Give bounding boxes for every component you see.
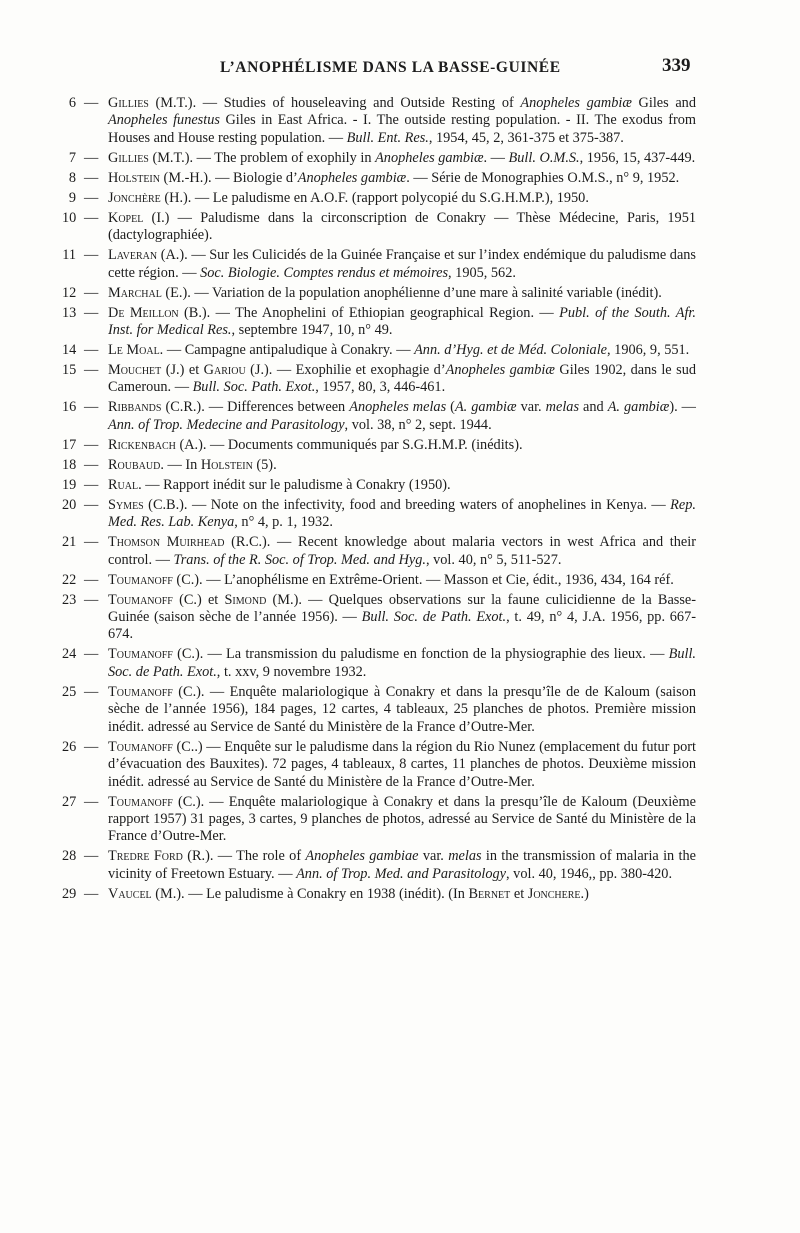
reference-item bbox=[62, 886, 696, 903]
reference-title-italic: Anopheles gambiae bbox=[305, 848, 419, 865]
reference-text: , 1956, 15, 437-449. bbox=[579, 149, 696, 166]
reference-number: 8 bbox=[68, 169, 76, 186]
reference-dash: — bbox=[84, 476, 99, 493]
reference-author: Toumanoff (C.). bbox=[108, 646, 204, 663]
reference-item bbox=[62, 399, 696, 434]
reference-number: 9 bbox=[68, 189, 76, 206]
reference-author: Rual. bbox=[108, 476, 142, 493]
running-title: L’ANOPHÉLISME DANS LA BASSE-GUINÉE bbox=[220, 59, 561, 76]
reference-list bbox=[62, 95, 696, 906]
reference-author: Vaucel (M.). bbox=[108, 885, 185, 902]
reference-text: in the transmission of malaria in the vicinity of Freetown Estuary. — bbox=[108, 848, 696, 882]
reference-text: — Enquête malariologique à Conakry et dans la presqu’île de de Kaloum (saison sèche de l’année 1956), 184 pages, 12 cartes, 4 tableaux, 25 planches de photos. Première mission inédit. adressé au Service de Santé du Ministère de la France d’Outre-Mer. bbox=[108, 683, 696, 735]
reference-author: Tredre Ford (R.). bbox=[108, 848, 214, 865]
reference-text: , 1906, 9, 551. bbox=[607, 342, 690, 359]
reference-dash: — bbox=[84, 342, 99, 359]
reference-text: , t. xxv, 9 novembre 1932. bbox=[216, 663, 367, 680]
reference-text: — Enquête malariologique à Conakry et dans la presqu’île de Kaloum (Deuxième rapport 1957) 31 pages, 3 cartes, 9 planches de photos, adressé au Service de Santé du Ministère de la France d’Outre-Mer. bbox=[108, 793, 696, 845]
reference-number: 12 bbox=[62, 284, 77, 301]
reference-text: , septembre 1947, 10, n° 49. bbox=[231, 322, 393, 339]
reference-item bbox=[62, 794, 696, 846]
reference-author: Gariou (J.). bbox=[203, 362, 273, 379]
reference-author: Toumanoff (C.). bbox=[108, 683, 205, 700]
reference-text: et bbox=[201, 591, 225, 608]
reference-text: — Documents communiqués par S.G.H.M.P. (inédits). bbox=[206, 436, 523, 453]
reference-text: — Enquête sur le paludisme dans la région du Rio Nunez (emplacement du futur port d’évacuation des Bauxites). 72 pages, 4 tableaux, 8 cartes, 11 planches de photos. Deuxième mission inédit. adressé au Service de Santé du Ministère de la France d’Outre-Mer. bbox=[108, 738, 696, 790]
reference-item bbox=[62, 457, 696, 474]
reference-dash: — bbox=[84, 683, 99, 700]
reference-text: , vol. 38, n° 2, sept. 1944. bbox=[344, 416, 492, 433]
reference-text: — Exophilie et exophagie d’ bbox=[272, 362, 446, 379]
reference-text: — The problem of exophily in bbox=[193, 149, 376, 166]
reference-text: — Note on the infectivity, food and breeding waters of anophelines in Kenya. — bbox=[187, 496, 671, 513]
reference-item bbox=[62, 572, 696, 589]
reference-title-italic: Bull. Soc. Path. Exot. bbox=[192, 379, 316, 396]
page-header bbox=[0, 55, 800, 85]
reference-item bbox=[62, 342, 696, 359]
reference-title-italic: Anopheles funestus bbox=[108, 112, 220, 129]
reference-number: 24 bbox=[62, 646, 77, 663]
reference-text: .) bbox=[580, 885, 589, 902]
reference-item bbox=[62, 848, 696, 883]
reference-author: Marchal (E.). bbox=[108, 284, 191, 301]
reference-text: et bbox=[184, 362, 204, 379]
reference-text: , vol. 40, n° 5, 511-527. bbox=[425, 551, 562, 568]
reference-text: — Campagne antipaludique à Conakry. — bbox=[163, 342, 415, 359]
reference-dash: — bbox=[84, 399, 99, 416]
reference-author: De Meillon (B.). bbox=[108, 304, 211, 321]
reference-title-italic: Trans. of the R. Soc. of Trop. Med. and Hyg. bbox=[173, 551, 426, 568]
reference-text: — Le paludisme à Conakry en 1938 (inédit). (In bbox=[184, 885, 469, 902]
reference-number: 13 bbox=[62, 304, 77, 321]
reference-item bbox=[62, 190, 696, 207]
reference-dash: — bbox=[84, 738, 99, 755]
reference-text: ). — bbox=[669, 399, 696, 416]
reference-text: , 1905, 562. bbox=[448, 264, 516, 281]
reference-text: — Variation de la population anophélienne d’une mare à salinité variable (inédit). bbox=[190, 284, 662, 301]
reference-dash: — bbox=[84, 189, 99, 206]
reference-text: . — bbox=[483, 149, 509, 166]
reference-number: 15 bbox=[62, 362, 77, 379]
reference-text: — L’anophélisme en Extrême-Orient. — Masson et Cie, édit., 1936, 434, 164 réf. bbox=[202, 571, 674, 588]
reference-title-italic: Anopheles gambiæ bbox=[297, 169, 407, 186]
reference-text: — Rapport inédit sur le paludisme à Conakry (1950). bbox=[141, 476, 451, 493]
reference-item bbox=[62, 95, 696, 147]
reference-number: 11 bbox=[62, 247, 76, 264]
reference-item bbox=[62, 497, 696, 532]
reference-author: Ribbands (C.R.). bbox=[108, 399, 205, 416]
reference-dash: — bbox=[84, 793, 99, 810]
reference-dash: — bbox=[84, 885, 99, 902]
reference-number: 26 bbox=[62, 738, 77, 755]
reference-item bbox=[62, 362, 696, 397]
reference-dash: — bbox=[84, 848, 99, 865]
reference-author: Le Moal. bbox=[108, 342, 164, 359]
reference-title-italic: Ann. of Trop. Medecine and Parasitology bbox=[108, 416, 345, 433]
reference-author: Simond (M.). bbox=[224, 591, 302, 608]
reference-number: 23 bbox=[62, 591, 77, 608]
reference-dash: — bbox=[84, 436, 99, 453]
reference-author: Toumanoff (C.) bbox=[108, 591, 202, 608]
reference-title-italic: Anopheles gambiæ bbox=[445, 362, 555, 379]
reference-dash: — bbox=[84, 304, 99, 321]
reference-number: 7 bbox=[68, 149, 76, 166]
reference-item bbox=[62, 210, 696, 245]
reference-number: 21 bbox=[62, 534, 77, 551]
reference-dash: — bbox=[84, 534, 99, 551]
reference-text: — The Anophelini of Ethiopian geographical Region. — bbox=[210, 304, 560, 321]
reference-text: — In bbox=[163, 456, 201, 473]
reference-author: Kopel (I.) bbox=[108, 209, 170, 226]
reference-author: Roubaud. bbox=[108, 456, 164, 473]
reference-dash: — bbox=[84, 284, 99, 301]
reference-text: — Studies of houseleaving and Outside Resting of bbox=[196, 95, 521, 111]
reference-title-italic: Anopheles melas bbox=[349, 399, 447, 416]
reference-item bbox=[62, 150, 696, 167]
reference-text: var. bbox=[516, 399, 546, 416]
reference-author: Gillies (M.T.). bbox=[108, 95, 197, 111]
reference-text: — Recent knowledge about malaria vectors in west Africa and their control. — bbox=[108, 534, 696, 568]
reference-text: Giles 1902, dans le sud Cameroun. — bbox=[108, 362, 696, 396]
reference-title-italic: melas bbox=[545, 399, 580, 416]
reference-number: 27 bbox=[62, 793, 77, 810]
reference-text: . — Série de Monographies O.M.S., n° 9, 1952. bbox=[406, 169, 680, 186]
reference-author: Rickenbach (A.). bbox=[108, 436, 207, 453]
reference-author: Bernet bbox=[468, 885, 511, 902]
reference-number: 14 bbox=[62, 342, 77, 359]
reference-title-italic: Ann. of Trop. Med. and Parasitology bbox=[296, 865, 507, 882]
reference-title-italic: Rep. Med. Res. Lab. Kenya bbox=[108, 496, 696, 531]
reference-item bbox=[62, 739, 696, 791]
reference-title-italic: Bull. O.M.S. bbox=[508, 149, 580, 166]
reference-text: , t. 49, n° 4, J.A. 1956, pp. 667-674. bbox=[108, 609, 696, 643]
reference-text: Giles and bbox=[631, 95, 696, 111]
reference-title-italic: Soc. Biologie. Comptes rendus et mémoires bbox=[200, 264, 449, 281]
reference-author: Mouchet (J.) bbox=[108, 362, 185, 379]
reference-dash: — bbox=[84, 496, 99, 513]
reference-dash: — bbox=[84, 149, 99, 166]
reference-text: — Differences between bbox=[204, 399, 350, 416]
reference-number: 19 bbox=[62, 476, 77, 493]
reference-author: Toumanoff (C.). bbox=[108, 571, 203, 588]
reference-text: et bbox=[510, 885, 528, 902]
reference-text: — Biologie d’ bbox=[211, 169, 298, 186]
reference-text: and bbox=[579, 399, 608, 416]
reference-dash: — bbox=[84, 571, 99, 588]
reference-author: Toumanoff (C.). bbox=[108, 793, 205, 810]
reference-text: — Le paludisme en A.O.F. (rapport polycopié du S.G.H.M.P.), 1950. bbox=[191, 189, 589, 206]
reference-text: var. bbox=[418, 848, 449, 865]
reference-text: — The role of bbox=[213, 848, 306, 865]
reference-number: 28 bbox=[62, 848, 77, 865]
reference-author: Laveran (A.). bbox=[108, 247, 188, 264]
page-number: 339 bbox=[662, 55, 691, 76]
reference-number: 20 bbox=[62, 496, 77, 513]
reference-title-italic: Bull. Soc. de Path. Exot. bbox=[108, 646, 696, 680]
reference-title-italic: Ann. d’Hyg. et de Méd. Coloniale bbox=[414, 342, 608, 359]
reference-item bbox=[62, 684, 696, 736]
reference-title-italic: Bull. Soc. de Path. Exot. bbox=[361, 609, 507, 626]
reference-text: — La transmission du paludisme en fonction de la physiographie des lieux. — bbox=[203, 646, 669, 663]
reference-number: 16 bbox=[62, 399, 77, 416]
reference-title-italic: Publ. of the South. Afr. Inst. for Medical Res. bbox=[108, 304, 696, 339]
reference-text: (5). bbox=[252, 456, 277, 473]
reference-text: Giles in East Africa. - I. The outside resting population. - II. The exodus from Houses and House resting population. — bbox=[108, 112, 696, 146]
reference-title-italic: Anopheles gambiæ bbox=[520, 95, 632, 111]
reference-dash: — bbox=[84, 646, 99, 663]
reference-text: , 1954, 45, 2, 361-375 et 375-387. bbox=[428, 129, 624, 146]
reference-item bbox=[62, 534, 696, 569]
reference-title-italic: A. gambiæ bbox=[454, 399, 517, 416]
reference-title-italic: melas bbox=[448, 848, 482, 865]
reference-dash: — bbox=[84, 362, 99, 379]
reference-author: Gillies (M.T.). bbox=[108, 149, 194, 166]
reference-dash: — bbox=[84, 247, 99, 264]
reference-text: — Quelques observations sur la faune culicidienne de la Basse-Guinée (saison sèche de l’année 1956). — bbox=[108, 591, 697, 626]
reference-number: 10 bbox=[62, 209, 77, 226]
reference-number: 29 bbox=[62, 885, 77, 902]
reference-author: Jonchere bbox=[527, 885, 581, 902]
reference-item bbox=[62, 285, 696, 302]
reference-author: Symes (C.B.). bbox=[108, 496, 188, 513]
reference-number: 6 bbox=[68, 95, 76, 111]
reference-dash: — bbox=[84, 95, 99, 111]
reference-item bbox=[62, 247, 696, 282]
reference-number: 17 bbox=[62, 436, 77, 453]
reference-number: 18 bbox=[62, 456, 77, 473]
reference-item bbox=[62, 592, 696, 644]
reference-dash: — bbox=[84, 209, 99, 226]
reference-item bbox=[62, 646, 696, 681]
reference-title-italic: Bull. Ent. Res. bbox=[346, 129, 429, 146]
reference-text: , 1957, 80, 3, 446-461. bbox=[315, 379, 446, 396]
reference-text: , n° 4, p. 1, 1932. bbox=[234, 514, 333, 531]
reference-number: 22 bbox=[62, 571, 77, 588]
reference-author: Jonchère (H.). bbox=[108, 189, 192, 206]
reference-text: , vol. 40, 1946,, pp. 380-420. bbox=[506, 865, 673, 882]
reference-dash: — bbox=[84, 591, 99, 608]
reference-item bbox=[62, 170, 696, 187]
reference-text: — Sur les Culicidés de la Guinée Française et sur l’index endémique du paludisme dans cette région. — bbox=[108, 247, 696, 281]
reference-author: Toumanoff (C..) bbox=[108, 738, 203, 755]
reference-text: ( bbox=[446, 399, 455, 416]
reference-item bbox=[62, 437, 696, 454]
reference-dash: — bbox=[84, 169, 99, 186]
reference-dash: — bbox=[84, 456, 99, 473]
reference-title-italic: A. gambiæ bbox=[607, 399, 670, 416]
reference-author: Holstein bbox=[200, 456, 253, 473]
reference-author: Holstein (M.-H.). bbox=[108, 169, 212, 186]
reference-text: — Paludisme dans la circonscription de Conakry — Thèse Médecine, Paris, 1951 (dactylographiée). bbox=[108, 209, 696, 244]
reference-title-italic: Anopheles gambiæ bbox=[375, 149, 484, 166]
reference-item bbox=[62, 477, 696, 494]
reference-number: 25 bbox=[62, 683, 77, 700]
reference-item bbox=[62, 305, 696, 340]
reference-author: Thomson Muirhead (R.C.). bbox=[108, 534, 271, 551]
